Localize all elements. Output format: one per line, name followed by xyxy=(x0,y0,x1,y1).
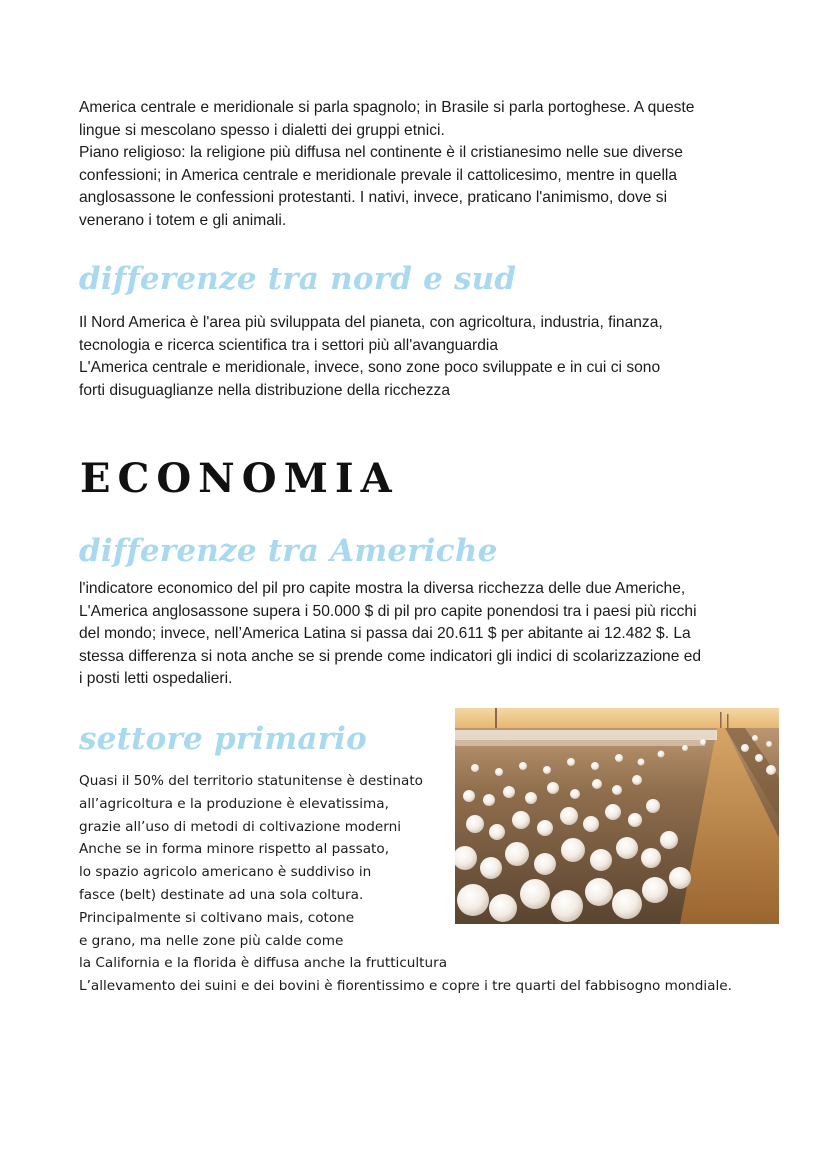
settore-primario-paragraph xyxy=(79,770,732,998)
text-line: confessioni; in America centrale e meridionale prevale il cattolicesimo, mentre in quella xyxy=(79,166,678,184)
text-line: forti disuguaglianze nella distribuzione della ricchezza xyxy=(79,381,450,399)
text-line: fasce (belt) destinate ad una sola coltura. xyxy=(79,886,364,903)
heading-settore-primario: settore primario xyxy=(79,721,367,757)
text-line: anglosassone le confessioni protestanti. I nativi, invece, praticano l'animismo, dove si xyxy=(79,189,668,206)
text-line: Anche se in forma minore rispetto al passato, xyxy=(79,841,390,858)
americhe-paragraph xyxy=(79,578,759,691)
text-line: Principalmente si coltivano mais, cotone xyxy=(79,909,355,926)
text-line: L’allevamento dei suini e dei bovini è fiorentissimo e copre i tre quarti del fabbisogno mondiale. xyxy=(79,978,732,995)
intro-paragraph xyxy=(79,97,759,232)
economia-title: ECONOMIA xyxy=(80,455,399,502)
text-line: del mondo; invece, nell’America Latina si passa dai 20.611 $ per abitante ai 12.482 $. La xyxy=(79,625,691,642)
text-line: venerano i totem e gli animali. xyxy=(79,211,287,229)
text-line: lo spazio agricolo americano è suddiviso in xyxy=(79,864,372,881)
text-line: Quasi il 50% del territorio statunitense è destinato xyxy=(79,773,423,789)
text-line: L'America centrale e meridionale, invece, sono zone poco sviluppate e in cui ci sono xyxy=(79,359,661,376)
text-line: stessa differenza si nota anche se si prende come indicatori gli indici di scolarizzazione ed xyxy=(79,647,702,665)
text-line: grazie all’uso di metodi di coltivazione moderni xyxy=(79,818,401,835)
text-line: e grano, ma nelle zone più calde come xyxy=(79,932,344,949)
text-line: tecnologia e ricerca scientifica tra i settori più all'avanguardia xyxy=(79,336,499,354)
text-line: i posti letti ospedalieri. xyxy=(79,670,233,687)
text-line: all’agricoltura e la produzione è elevatissima, xyxy=(79,795,389,812)
text-line: Il Nord America è l'area più sviluppata del pianeta, con agricoltura, industria, finanza, xyxy=(79,314,663,331)
text-line: l'indicatore economico del pil pro capite mostra la diversa ricchezza delle due Americhe, xyxy=(79,580,686,597)
text-line: lingue si mescolano spesso i dialetti dei gruppi etnici. xyxy=(79,121,445,139)
text-line: la California e la florida è diffusa anche la frutticultura xyxy=(79,955,448,972)
heading-americhe: differenze tra Americhe xyxy=(79,533,498,569)
nord-sud-paragraph xyxy=(79,312,759,402)
text-line: L'America anglosassone supera i 50.000 $ di pil pro capite ponendosi tra i paesi più ricchi xyxy=(79,602,697,620)
text-line: Piano religioso: la religione più diffusa nel continente è il cristianesimo nelle sue diverse xyxy=(79,144,683,161)
heading-nord-sud: differenze tra nord e sud xyxy=(79,261,517,297)
text-line: America centrale e meridionale si parla spagnolo; in Brasile si parla portoghese. A queste xyxy=(79,99,695,116)
